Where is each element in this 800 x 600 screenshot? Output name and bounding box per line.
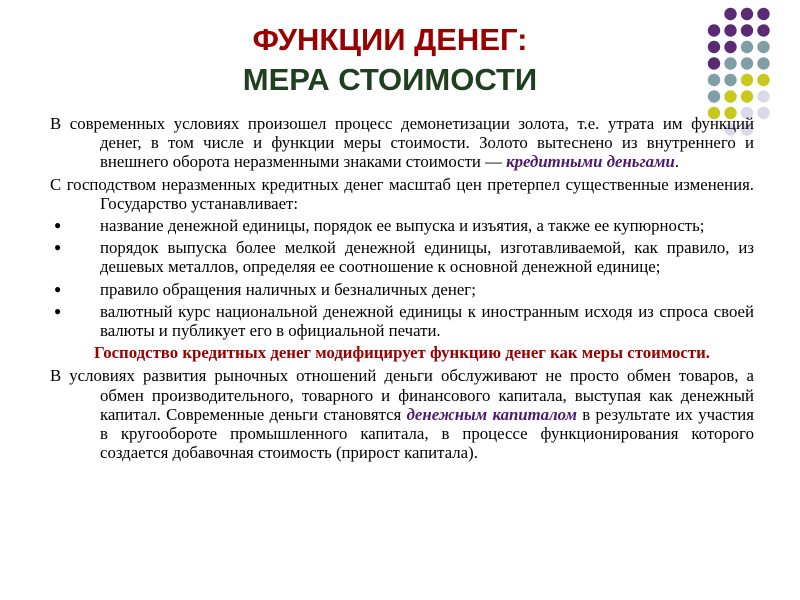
highlight-statement: Господство кредитных денег модифицирует функцию денег как меры стоимости.: [94, 343, 710, 363]
decorative-dot: [724, 74, 736, 86]
decorative-dot: [708, 41, 720, 53]
decorative-dot: [741, 74, 753, 86]
slide-title: [0, 20, 780, 100]
decorative-dot: [708, 90, 720, 102]
bullet-item: [50, 280, 754, 299]
decorative-dot: [724, 24, 736, 36]
paragraph-text: В современных условиях произошел процесс демонетизации золота, т.е. утрата им функций денег, в том числе и функции меры стоимости. Золото вытеснено из внутреннего и внешнего оборота неразменными знаками стоимости —: [50, 114, 754, 172]
paragraph-text: С господством неразменных кредитных денег масштаб цен претерпел существенные изменения. Государство устанавливает:: [50, 174, 754, 213]
bullet-text: правило обращения наличных и безналичных денег;: [100, 279, 476, 299]
paragraph-text: В условиях развития рыночных отношений деньги обслуживают не просто обмен товаров, а обмен производительного, товарного и финансового капитала, выступая как денежный капитал. Современные деньги становятся: [50, 366, 754, 424]
decorative-dot: [724, 90, 736, 102]
bullet-text: название денежной единицы, порядок ее выпуска и изъятия, а также ее купюрность;: [100, 216, 705, 236]
decorative-dot: [708, 57, 720, 69]
bullet-text: порядок выпуска более мелкой денежной единицы, изготавливаемой, как правило, из дешевых металлов, определяя ее соотношение к основной денежной единице;: [100, 238, 754, 277]
bullet-item: [50, 216, 754, 235]
bullet-item: [50, 302, 754, 340]
decorative-dot: [741, 24, 753, 36]
decorative-dot: [724, 57, 736, 69]
paragraph-price-scale: [50, 175, 754, 213]
bullet-dot: ●: [54, 218, 62, 233]
decorative-dot: [757, 41, 769, 53]
paragraph-end: .: [674, 152, 680, 172]
decorative-dot: [757, 57, 769, 69]
paragraph-money-capital: [50, 366, 754, 462]
emphasis-money-capital: денежным капиталом: [406, 404, 577, 424]
decorative-dot: [708, 24, 720, 36]
bullet-item: [50, 238, 754, 276]
paragraph-demonetization: [50, 114, 754, 172]
bullet-dot: ●: [54, 240, 62, 255]
decorative-dot: [757, 8, 769, 20]
decorative-dot: [757, 74, 769, 86]
decorative-dot: [741, 57, 753, 69]
decorative-dot: [757, 90, 769, 102]
bullet-text: валютный курс национальной денежной единицы к иностранным исходя из спроса своей валюты и публикует его в официальной печати.: [100, 301, 754, 341]
paragraph-text-end: в результате их участия в кругообороте промышленного капитала, в процессе функционирования которого создается добавочная стоимость (прирост капитала).: [100, 404, 754, 463]
decorative-dot: [757, 24, 769, 36]
slide-body: [50, 114, 754, 465]
decorative-dot: [741, 90, 753, 102]
title-line-2: МЕРА СТОИМОСТИ: [242, 62, 538, 97]
decorative-dot: [724, 41, 736, 53]
bullet-list: [50, 216, 754, 340]
decorative-dot: [708, 74, 720, 86]
emphasis-credit-money: кредитными деньгами: [506, 152, 675, 172]
decorative-dot: [741, 41, 753, 53]
decorative-dot: [757, 107, 769, 119]
decorative-dot: [741, 8, 753, 20]
bullet-dot: ●: [54, 303, 62, 318]
decorative-dot: [724, 8, 736, 20]
title-line-1: ФУНКЦИИ ДЕНЕГ:: [252, 22, 528, 57]
bullet-dot: ●: [54, 281, 62, 296]
